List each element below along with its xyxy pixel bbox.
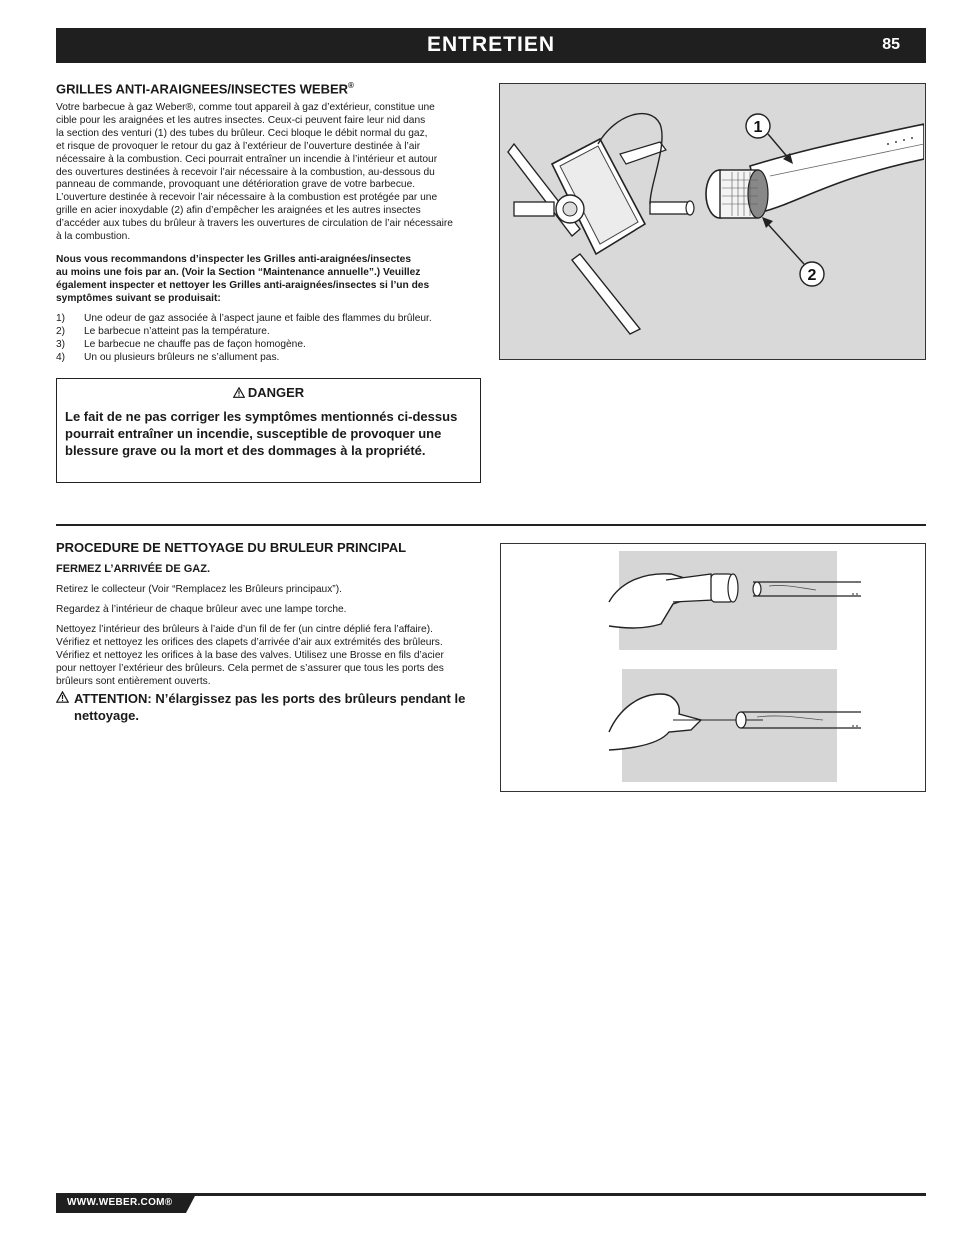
para-line: Vérifiez et nettoyez les orifices des clapets d’arrivée d’air aux extrémités des brûleurs. <box>56 636 443 648</box>
callout-2: 2 <box>807 267 817 284</box>
page-title: ENTRETIEN <box>426 33 555 56</box>
para-line: à la combustion. <box>56 231 131 243</box>
para-line: nécessaire à la combustion. Ceci pourrait entraîner un incendie à l’intérieur et autour <box>56 153 438 165</box>
list-number: 4) <box>56 351 66 363</box>
para-line: brûleurs sont entièrement ouverts. <box>56 675 211 687</box>
cleaning-paragraph <box>56 624 488 689</box>
list-text: Une odeur de gaz associée à l’aspect jaune et faible des flammes du brûleur. <box>84 313 432 324</box>
footer-url[interactable]: WWW.WEBER.COM® <box>67 1197 173 1208</box>
cleaning-figure <box>500 543 926 792</box>
para-line: symptômes suivant se produisait: <box>56 292 221 304</box>
attention-note <box>56 690 476 724</box>
list-number: 2) <box>56 325 66 337</box>
list-text: Le barbecue n’atteint pas la température. <box>84 325 270 337</box>
para-line: cible pour les araignées et les autres insectes. Ceux-ci peuvent faire leur nid dans <box>56 114 426 126</box>
para-line: pour nettoyer l’extérieur des brûleurs. Cela permet de s’assurer que tous les ports des <box>56 662 444 674</box>
list-item <box>56 339 486 352</box>
list-item <box>56 326 486 339</box>
venturi-illustration <box>500 84 924 358</box>
attention-text: ATTENTION: N’élargissez pas les ports des brûleurs pendant le nettoyage. <box>74 691 466 723</box>
symptom-list <box>56 313 486 365</box>
list-item <box>56 313 486 326</box>
section-title-grilles <box>56 81 354 96</box>
callout-1: 1 <box>753 119 763 136</box>
venturi-figure <box>499 83 926 360</box>
step-flashlight: Regardez à l’intérieur de chaque brûleur avec une lampe torche. <box>56 604 347 615</box>
para-line: Nettoyez l’intérieur des brûleurs à l’aide d’un fil de fer (un cintre déplié fera l’affaire). <box>56 624 433 635</box>
danger-heading <box>57 385 480 400</box>
para-line: au moins une fois par an. (Voir la Section “Maintenance annuelle”.) Veuillez <box>56 266 421 278</box>
para-line: grille en acier inoxydable (2) afin d’empêcher les araignées et les autres insectes <box>56 205 421 217</box>
list-number: 1) <box>56 313 66 324</box>
section-title-cleaning: PROCEDURE DE NETTOYAGE DU BRULEUR PRINCIPAL <box>56 540 407 555</box>
para-line: panneau de commande, provoquant une détérioration grave de votre barbecue. <box>56 179 416 191</box>
para-line: Vérifiez et nettoyez les orifices à la base des valves. Utilisez une Brosse en fils d’acier <box>56 649 444 661</box>
list-text: Un ou plusieurs brûleurs ne s’allument pas. <box>84 351 280 363</box>
list-number: 3) <box>56 338 66 350</box>
cleaning-illustration <box>501 544 924 790</box>
step-remove-manifold: Retirez le collecteur (Voir “Remplacez les Brûleurs principaux”). <box>56 584 342 595</box>
warning-icon <box>56 691 69 703</box>
danger-text: Le fait de ne pas corriger les symptômes mentionnés ci-dessus pourrait entraîner un incendie, susceptible de provoquer une blessure grave ou la mort et des dommages à la propriété. <box>65 409 458 458</box>
danger-label: DANGER <box>247 385 305 400</box>
list-text: Le barbecue ne chauffe pas de façon homogène. <box>84 338 306 350</box>
registered-mark: ® <box>348 81 354 90</box>
gas-off-subtitle: FERMEZ L’ARRIVÉE DE GAZ. <box>56 563 211 575</box>
para-line: L’ouverture destinée à recevoir l’air nécessaire à la combustion est protégée par une <box>56 192 438 204</box>
section-title-text: GRILLES ANTI-ARAIGNEES/INSECTES WEBER <box>56 81 349 97</box>
header-bar <box>56 28 926 63</box>
para-line: Votre barbecue à gaz Weber®, comme tout appareil à gaz d’extérieur, constitue une <box>56 102 435 113</box>
intro-paragraph <box>56 102 488 244</box>
para-line: également inspecter et nettoyer les Grilles anti-araignées/insectes si l’un des <box>56 279 430 291</box>
list-item <box>56 352 486 365</box>
para-line: d’accéder aux tubes du brûleur à travers les ouvertures de circulation de l’air nécessaire <box>56 218 453 230</box>
danger-box <box>56 378 481 483</box>
warning-icon <box>233 387 245 398</box>
page-number: 85 <box>882 36 900 53</box>
section-divider <box>56 524 926 526</box>
recommendation-paragraph <box>56 254 488 306</box>
para-line: Nous vous recommandons d’inspecter les Grilles anti-araignées/insectes <box>56 254 411 265</box>
para-line: et risque de provoquer le retour du gaz à l’extérieur de l’ouverture destinée à l’air <box>56 140 421 152</box>
para-line: des ouvertures destinées à recevoir l’air nécessaire à la combustion, au-dessous du <box>56 166 435 178</box>
para-line: la section des venturi (1) des tubes du brûleur. Ceci bloque le débit normal du gaz, <box>56 127 428 139</box>
